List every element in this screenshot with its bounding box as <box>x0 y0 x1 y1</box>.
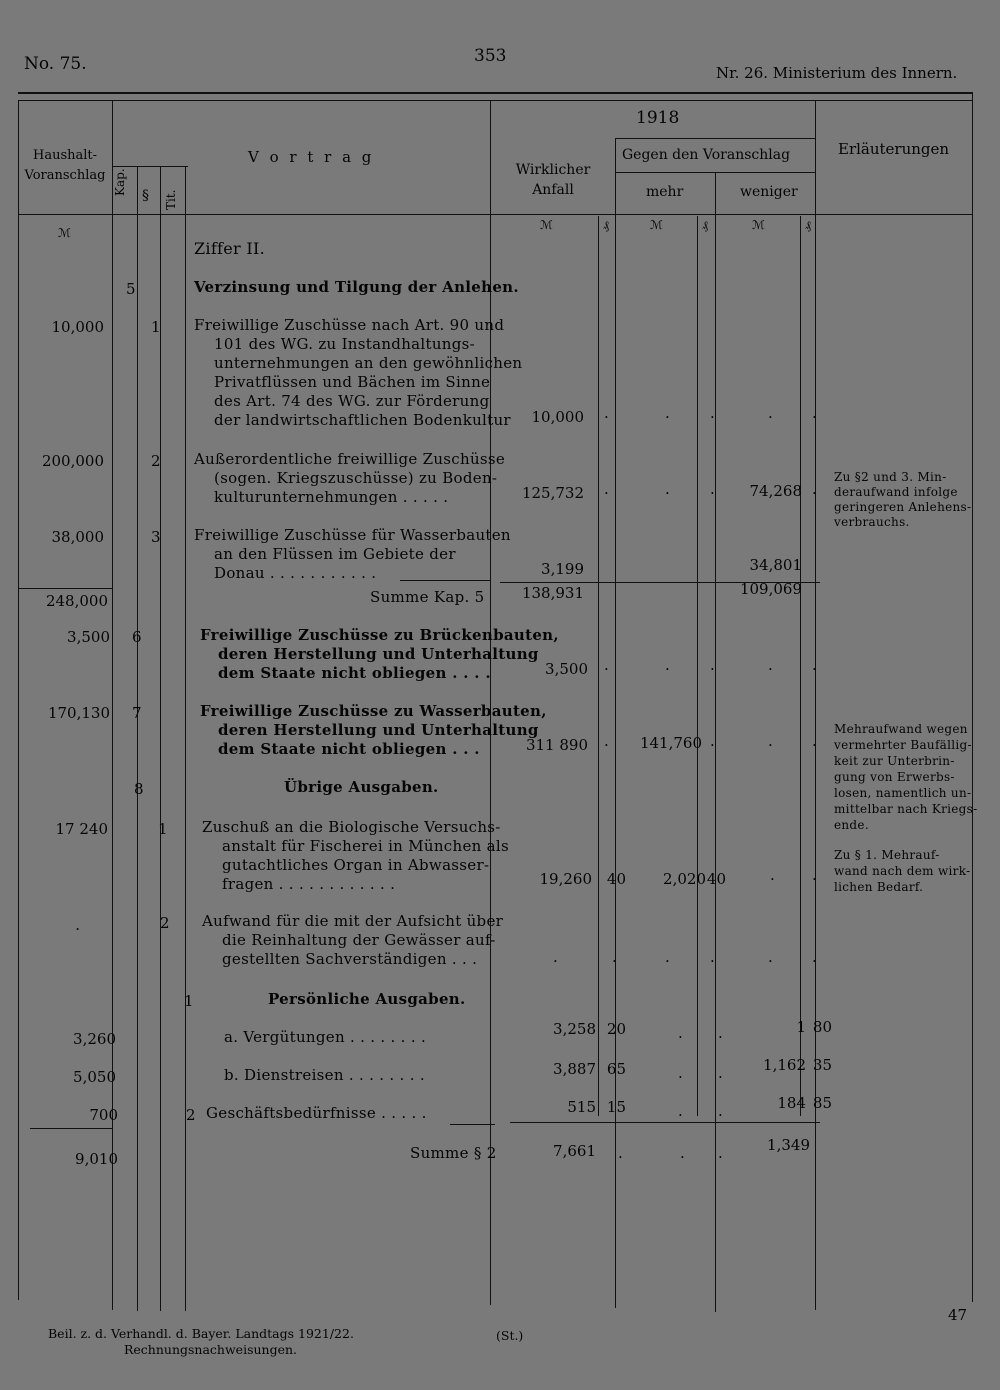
actual-value: 125,732 <box>521 484 584 502</box>
budget-sum: 248,000 <box>45 592 108 610</box>
footer-sheet-number: 47 <box>948 1306 968 1324</box>
mark-less: ℳ <box>752 218 765 232</box>
table-top-rule <box>18 92 972 94</box>
ministry-header: Nr. 26. Ministerium des Innern. <box>716 64 958 82</box>
budget-sum: 9,010 <box>75 1150 118 1168</box>
note-text-line: verbrauchs. <box>834 515 910 529</box>
empty-marker: . <box>770 866 775 884</box>
budget-value: 3,260 <box>73 1030 116 1048</box>
empty-marker: . <box>604 732 609 750</box>
kap-header: Kap. <box>113 168 127 196</box>
empty-marker: . <box>812 948 817 966</box>
empty-marker: . <box>604 404 609 422</box>
actual-sum: 138,931 <box>521 584 584 602</box>
entry-text-line: Donau . . . . . . . . . . . <box>214 564 377 582</box>
sum-rule <box>30 1128 112 1129</box>
sum-rule <box>400 580 490 581</box>
note-text-line: Zu §2 und 3. Min- <box>834 470 947 484</box>
sum-label: Summe § 2 <box>410 1144 497 1162</box>
sum-rule <box>510 1122 820 1123</box>
empty-marker: . <box>812 866 817 884</box>
less-value: 34,801 <box>749 556 802 574</box>
year-header: 1918 <box>636 108 680 128</box>
entry-text-line: b. Dienstreisen . . . . . . . . <box>224 1066 425 1084</box>
note-text-line: mittelbar nach Kriegs- <box>834 802 978 816</box>
actual-value: 3,199 <box>541 560 584 578</box>
tit-header: Tit. <box>164 189 178 210</box>
empty-marker: . <box>768 948 773 966</box>
note-text-line: gung von Erwerbs- <box>834 770 955 784</box>
less-header: weniger <box>740 184 798 200</box>
entry-text-line: Freiwillige Zuschüsse für Wasserbauten <box>194 526 511 544</box>
empty-marker: . <box>678 1024 683 1042</box>
entry-text-line: Freiwillige Zuschüsse zu Brückenbauten, <box>200 626 559 644</box>
sum-rule <box>18 588 112 589</box>
less-pf: 80 <box>812 1018 832 1036</box>
budget-value: 170,130 <box>47 704 110 722</box>
note-text-line: vermehrter Baufällig- <box>834 738 972 752</box>
entry-text-line: unternehmungen an den gewöhnlichen <box>214 354 523 372</box>
entry-text-line: fragen . . . . . . . . . . . . <box>222 875 396 893</box>
budget-value: 5,050 <box>73 1068 116 1086</box>
sum-label: Summe Kap. 5 <box>370 588 485 606</box>
actual-pf: 15 <box>606 1098 626 1116</box>
col-line-0 <box>18 100 19 1300</box>
empty-marker: . <box>604 656 609 674</box>
empty-marker: . <box>665 404 670 422</box>
entry-text-line: Aufwand für die mit der Aufsicht über <box>202 912 504 930</box>
col-line-3 <box>160 166 161 1311</box>
section-heading: Persönliche Ausgaben. <box>268 990 466 1008</box>
less-value: 74,268 <box>749 482 802 500</box>
note-text-line: keit zur Unterbrin- <box>834 754 955 768</box>
entry-text-line: dem Staate nicht obliegen . . . <box>218 740 480 758</box>
col-line-9 <box>972 92 973 1302</box>
budget-value: 700 <box>89 1106 118 1124</box>
mark-more: ℳ <box>650 218 663 232</box>
entry-text-line: dem Staate nicht obliegen . . . . <box>218 664 491 682</box>
entry-text-line: deren Herstellung und Unterhaltung <box>218 721 539 739</box>
less-value: 184 <box>777 1094 806 1112</box>
actual-pf: 40 <box>606 870 626 888</box>
empty-marker: . <box>678 1064 683 1082</box>
entry-text-line: 101 des WG. zu Instandhaltungs- <box>214 335 476 353</box>
less-value: 1,162 <box>763 1056 806 1074</box>
footer-source-line-2: Rechnungsnachweisungen. <box>124 1342 298 1357</box>
pf-line-1 <box>598 216 599 1116</box>
note-text-line: wand nach dem wirk- <box>834 864 971 878</box>
actual-header: Wirklicher Anfall <box>515 162 591 198</box>
empty-marker: . <box>710 480 715 498</box>
actual-sum: 7,661 <box>553 1142 596 1160</box>
empty-marker: . <box>768 732 773 750</box>
actual-value: 3,258 <box>553 1020 596 1038</box>
budget-value: . <box>75 916 80 934</box>
empty-marker: . <box>612 948 617 966</box>
col-line-6 <box>615 138 616 1308</box>
pf-line-3 <box>800 216 801 1116</box>
empty-marker: . <box>710 656 715 674</box>
entry-text-line: Geschäftsbedürfnisse . . . . . <box>206 1104 427 1122</box>
col-line-4 <box>185 166 186 1311</box>
less-value: 1 <box>796 1018 806 1036</box>
empty-marker: . <box>718 1102 723 1120</box>
empty-marker: . <box>812 732 817 750</box>
empty-marker: . <box>604 480 609 498</box>
year-rule <box>615 138 815 139</box>
entry-text-line: die Reinhaltung der Gewässer auf- <box>222 931 496 949</box>
entry-text-line: Freiwillige Zuschüsse nach Art. 90 und <box>194 316 505 334</box>
footer-mark: (St.) <box>496 1328 524 1343</box>
kap-number: 7 <box>132 704 142 722</box>
entry-text-line: kulturunternehmungen . . . . . <box>214 488 449 506</box>
empty-marker: . <box>710 404 715 422</box>
actual-value: 515 <box>567 1098 596 1116</box>
empty-marker: . <box>718 1144 723 1162</box>
mark-budget: ℳ <box>58 226 71 240</box>
actual-value: 3,500 <box>545 660 588 678</box>
entry-text-line: des Art. 74 des WG. zur Förderung <box>214 392 490 410</box>
para-number: 1 <box>158 820 168 838</box>
less-pf: 35 <box>812 1056 832 1074</box>
page-number-left: No. 75. <box>24 54 87 74</box>
kap-number: 6 <box>132 628 142 646</box>
empty-marker: . <box>665 656 670 674</box>
note-text-line: Zu § 1. Mehrauf- <box>834 848 940 862</box>
page-number: 353 <box>474 46 507 66</box>
empty-marker: . <box>665 948 670 966</box>
budget-value: 10,000 <box>51 318 104 336</box>
section-heading: Übrige Ausgaben. <box>284 778 439 796</box>
para-number: 1 <box>151 318 161 336</box>
para-header: § <box>142 188 149 204</box>
vs-estimate-header: Gegen den Voranschlag <box>622 147 791 163</box>
empty-marker: . <box>553 948 558 966</box>
kap-number: 8 <box>134 780 144 798</box>
col-line-8 <box>815 100 816 1310</box>
entry-text-line: an den Flüssen im Gebiete der <box>214 545 456 563</box>
actual-value: 19,260 <box>539 870 592 888</box>
tit-number: 2 <box>186 1106 196 1124</box>
budget-value: 200,000 <box>41 452 104 470</box>
empty-marker: . <box>812 404 817 422</box>
empty-marker: . <box>678 1102 683 1120</box>
more-pf: 40 <box>706 870 726 888</box>
mark-less-pf: ₰ <box>805 218 811 232</box>
empty-marker: . <box>768 404 773 422</box>
empty-marker: . <box>665 480 670 498</box>
col-line-7 <box>715 172 716 1312</box>
entry-text-line: gestellten Sachverständigen . . . <box>222 950 478 968</box>
actual-value: 10,000 <box>531 408 584 426</box>
ziffer-heading: Ziffer II. <box>194 239 266 258</box>
entry-text-line: a. Vergütungen . . . . . . . . <box>224 1028 427 1046</box>
vortrag-header: V o r t r a g <box>248 148 375 166</box>
entry-text-line: Zuschuß an die Biologische Versuchs- <box>202 818 501 836</box>
col-line-2 <box>137 166 138 1311</box>
note-text-line: Mehraufwand wegen <box>834 722 968 736</box>
head-bottom-rule <box>18 214 972 215</box>
entry-text-line: Freiwillige Zuschüsse zu Wasserbauten, <box>200 702 547 720</box>
empty-marker: . <box>618 1144 623 1162</box>
entry-text-line: anstalt für Fischerei in München als <box>222 837 509 855</box>
actual-pf: 65 <box>606 1060 626 1078</box>
mark-more-pf: ₰ <box>702 218 708 232</box>
empty-marker: . <box>812 480 817 498</box>
empty-marker: . <box>710 732 715 750</box>
budget-value: 38,000 <box>51 528 104 546</box>
more-value: 2,020 <box>663 870 706 888</box>
actual-pf: 20 <box>606 1020 626 1038</box>
mark-actual: ℳ <box>540 218 553 232</box>
more-value: 141,760 <box>639 734 702 752</box>
tit-number: 1 <box>184 992 194 1010</box>
budget-value: 3,500 <box>67 628 110 646</box>
para-number: 2 <box>160 914 170 932</box>
more-header: mehr <box>646 184 684 200</box>
note-text-line: lichen Bedarf. <box>834 880 924 894</box>
entry-text-line: Privatflüssen und Bächen im Sinne <box>214 373 491 391</box>
note-text-line: deraufwand infolge <box>834 485 958 499</box>
kap-rule <box>112 166 188 167</box>
empty-marker: . <box>718 1064 723 1082</box>
table-top-rule-2 <box>18 100 972 101</box>
empty-marker: . <box>768 656 773 674</box>
note-text-line: geringeren Anlehens- <box>834 500 972 514</box>
section-heading: Verzinsung und Tilgung der Anlehen. <box>194 278 519 296</box>
notes-header: Erläuterungen <box>838 140 950 158</box>
note-text-line: losen, namentlich un- <box>834 786 972 800</box>
empty-marker: . <box>710 948 715 966</box>
less-sum: 1,349 <box>767 1136 810 1154</box>
para-number: 2 <box>151 452 161 470</box>
sum-rule <box>450 1124 495 1125</box>
budget-header: Haushalt- Voranschlag <box>24 148 106 183</box>
entry-text-line: der landwirtschaftlichen Bodenkultur <box>214 411 511 429</box>
actual-value: 3,887 <box>553 1060 596 1078</box>
col-line-1 <box>112 100 113 1310</box>
entry-text-line: (sogen. Kriegszuschüsse) zu Boden- <box>214 469 498 487</box>
less-sum: 109,069 <box>739 580 802 598</box>
para-number: 3 <box>151 528 161 546</box>
mark-actual-pf: ₰ <box>603 218 609 232</box>
kap-number: 5 <box>126 280 136 298</box>
empty-marker: . <box>812 656 817 674</box>
empty-marker: . <box>680 1144 685 1162</box>
entry-text-line: gutachtliches Organ in Abwasser- <box>222 856 490 874</box>
note-text-line: ende. <box>834 818 869 832</box>
less-pf: 85 <box>812 1094 832 1112</box>
actual-value: 311 890 <box>525 736 588 754</box>
budget-value: 17 240 <box>55 820 108 838</box>
footer-source-line-1: Beil. z. d. Verhandl. d. Bayer. Landtags 1921/22. <box>48 1326 354 1341</box>
entry-text-line: deren Herstellung und Unterhaltung <box>218 645 539 663</box>
pf-line-2 <box>697 216 698 1116</box>
empty-marker: . <box>718 1024 723 1042</box>
entry-text-line: Außerordentliche freiwillige Zuschüsse <box>194 450 506 468</box>
